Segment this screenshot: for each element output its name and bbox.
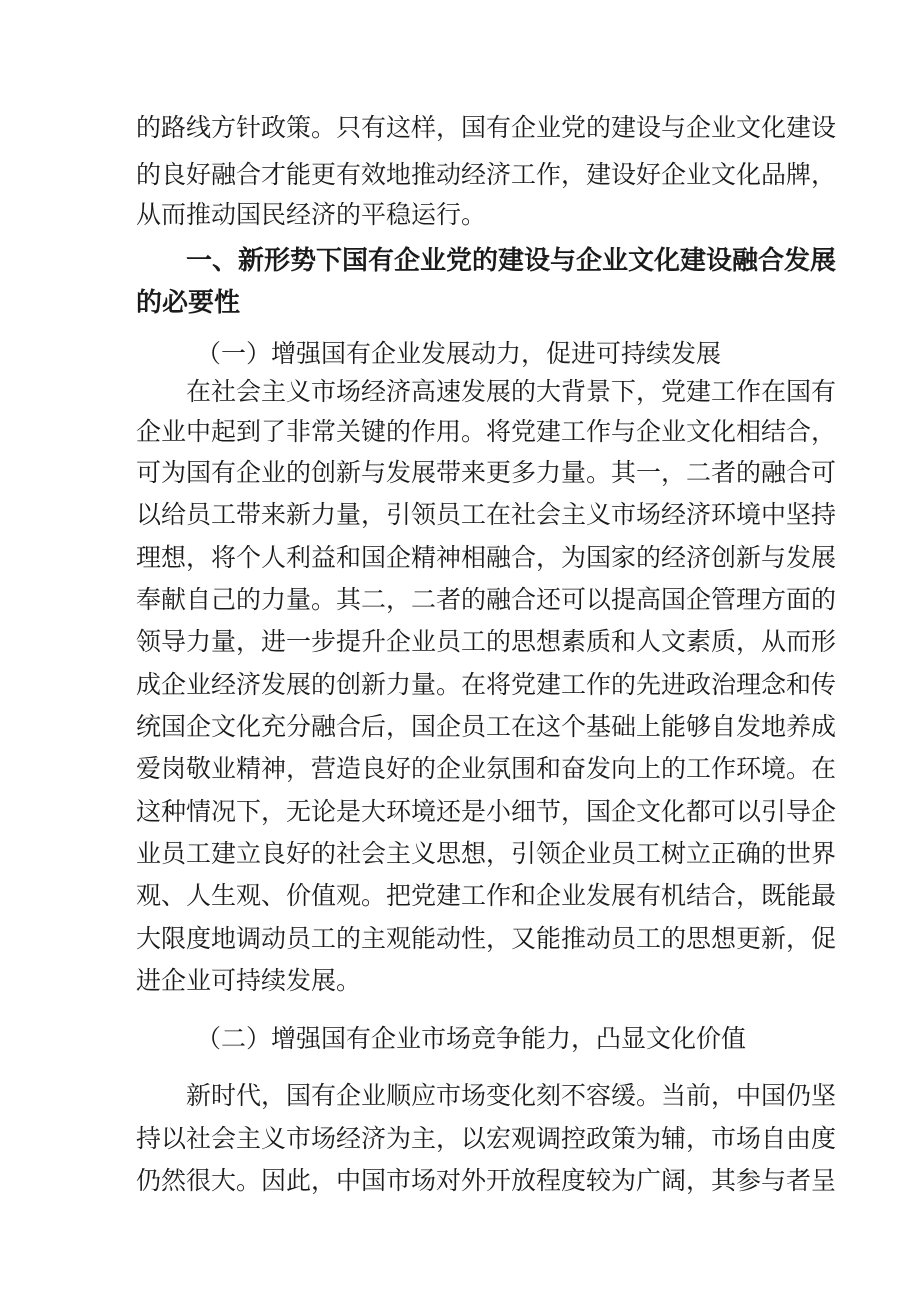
- paragraph-line: 仍然很大。因此，中国市场对外开放程度较为广阔，其参与者呈: [136, 1166, 837, 1195]
- paragraph-line: 持以社会主义市场经济为主，以宏观调控政策为辅，市场自由度: [136, 1124, 837, 1153]
- paragraph-line: 这种情况下，无论是大环境还是小细节，国企文化都可以引导企: [136, 797, 837, 826]
- paragraph-line: 新时代，国有企业顺应市场变化刻不容缓。当前，中国仍坚: [186, 1081, 837, 1110]
- paragraph-line: 奉献自己的力量。其二，二者的融合还可以提高国企管理方面的: [136, 585, 837, 614]
- paragraph-line: 爱岗敬业精神，营造良好的企业氛围和奋发向上的工作环境。在: [136, 754, 837, 783]
- paragraph-line: 以给员工带来新力量，引领员工在社会主义市场经济环境中坚持: [136, 500, 837, 529]
- section-heading: 的必要性: [136, 288, 241, 318]
- section-heading: 一、新形势下国有企业党的建设与企业文化建设融合发展: [186, 246, 837, 276]
- paragraph-line: 从而推动国民经济的平稳运行。: [136, 200, 487, 229]
- paragraph-line: 企业中起到了非常关键的作用。将党建工作与企业文化相结合，: [136, 417, 837, 446]
- paragraph-line: 统国企文化充分融合后，国企员工在这个基础上能够自发地养成: [136, 712, 837, 741]
- paragraph-line: 在社会主义市场经济高速发展的大背景下，党建工作在国有: [186, 377, 837, 406]
- paragraph-line: 的良好融合才能更有效地推动经济工作，建设好企业文化品牌，: [136, 160, 837, 189]
- paragraph-line: 领导力量，进一步提升企业员工的思想素质和人文素质，从而形: [136, 627, 837, 656]
- paragraph-line: 进企业可持续发展。: [136, 966, 362, 995]
- paragraph-line: 的路线方针政策。只有这样，国有企业党的建设与企业文化建设: [136, 113, 837, 142]
- subsection-title: （一）增强国有企业发展动力，促进可持续发展: [196, 339, 722, 368]
- paragraph-line: 大限度地调动员工的主观能动性，又能推动员工的思想更新，促: [136, 924, 837, 953]
- paragraph-line: 理想，将个人利益和国企精神相融合，为国家的经济创新与发展: [136, 543, 837, 572]
- paragraph-line: 成企业经济发展的创新力量。在将党建工作的先进政治理念和传: [136, 670, 837, 699]
- paragraph-line: 观、人生观、价值观。把党建工作和企业发展有机结合，既能最: [136, 881, 837, 910]
- subsection-title: （二）增强国有企业市场竞争能力，凸显文化价值: [196, 1024, 747, 1053]
- paragraph-line: 可为国有企业的创新与发展带来更多力量。其一，二者的融合可: [136, 458, 837, 487]
- paragraph-line: 业员工建立良好的社会主义思想，引领企业员工树立正确的世界: [136, 839, 837, 868]
